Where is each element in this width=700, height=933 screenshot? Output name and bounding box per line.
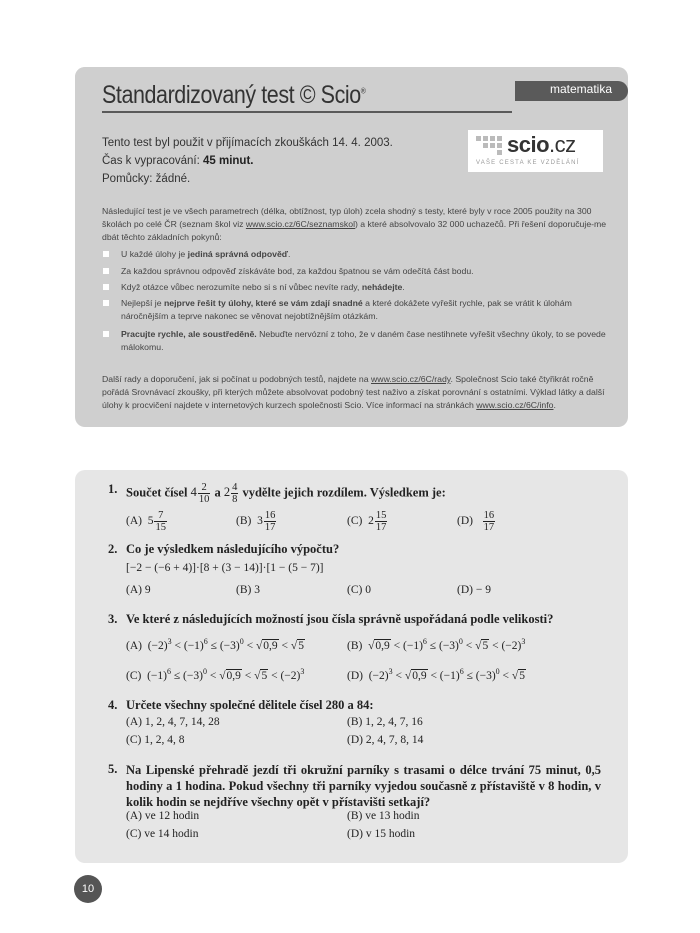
q5-option-a[interactable]: (A) ve 12 hodin — [126, 810, 200, 822]
q3-option-d[interactable]: (D) $(-2)^3 < √0,9 < (-1)^6 \le (-3)^0 < √5$ — [347, 667, 525, 682]
intro-paragraph: Následující test je ve všech parametrech (délka, obtížnost, typ úloh) zcela shodný s testy, které byly v roce 2005 použity na 300 školách po celé ČR (seznam škol viz www.scio.cz/6C/seznamskol) a které absolvovalo 32 000 uchazečů. Při řešení doporučuje-me dbát těchto základních pokynů: — [102, 206, 607, 243]
page-title: Standardizovaný test © Scio® — [102, 81, 366, 109]
q2-option-a[interactable]: (A) 9 — [126, 584, 151, 596]
subject-label: matematika — [549, 82, 612, 96]
info-link[interactable]: www.scio.cz/6C/info — [476, 400, 554, 411]
q4-option-c[interactable]: (C) 1, 2, 4, 8 — [126, 734, 185, 746]
tools: Pomůcky: žádné. — [102, 173, 191, 185]
outro-paragraph: Další rady a doporučení, jak si počínat u podobných testů, najdete na www.scio.cz/6C/rady. Společnost Scio také čtyřikrát ročně pořádá Srovnávací zkoušky, při kterých můžete absolvovat podobný test naživo a získat porovnání s ostatními. Výklad látky a další úlohy k procvičení najdete v internetových kurzech společnosti Scio. Více informací na stránkách www.scio.cz/6C/info. — [102, 374, 605, 411]
q4-option-b[interactable]: (B) 1, 2, 4, 7, 16 — [347, 716, 423, 728]
q3-option-b[interactable]: (B) $√0,9 < (-1)^6 \le (-3)^0 < √5 < (-2)^3$ — [347, 637, 526, 652]
question-5: Na Lipenské přehradě jezdí tři okružní parníky s trasami o délce trvání 75 minut, 0,5 hodiny a 1 hodina. Pokud všechny tři parníky vyjedou současně z přístaviště v 8 hodin, v kolik hodin se nejdříve všechny opět v přístavišti setkají? — [126, 763, 601, 809]
scio-logo — [468, 130, 603, 172]
q5-option-c[interactable]: (C) ve 14 hodin — [126, 828, 199, 840]
page-number: 10 — [74, 875, 102, 903]
q5-option-b[interactable]: (B) ve 13 hodin — [347, 810, 420, 822]
q3-option-a[interactable]: (A) $(-2)^3 < (-1)^6 \le (-3)^0 < √0,9 < √5$ — [126, 637, 304, 652]
q1-option-a[interactable]: (A) 5 $\frac{7}{15}$ — [126, 510, 166, 533]
bullet-square-icon — [103, 300, 109, 306]
logo-squares-icon — [476, 136, 504, 154]
bullet-square-icon — [103, 251, 109, 257]
question-5-number: 5. — [108, 762, 118, 776]
title-underline — [102, 111, 512, 113]
test-date: Tento test byl použit v přijímacích zkouškách 14. 4. 2003. — [102, 137, 393, 149]
info-panel — [75, 67, 628, 427]
q1-option-b[interactable]: (B) 3 $\frac{16}{17}$ — [236, 510, 276, 533]
seznam-skol-link[interactable]: www.scio.cz/6C/seznamskol — [245, 219, 355, 230]
q1-option-d[interactable]: (D) $\frac{16}{17}$ — [457, 510, 495, 533]
list-item: Pracujte rychle, ale soustředěně. Nebuďte nervózní z toho, že v daném čase nestihnete vyřešit všechny úkoly, to se povede málokomu. — [102, 328, 607, 354]
logo-brand: scio.cz — [507, 132, 576, 157]
time-limit: Čas k vypracování: 45 minut. — [102, 155, 254, 167]
q4-option-d[interactable]: (D) 2, 4, 7, 8, 14 — [347, 734, 424, 746]
bullet-square-icon — [103, 284, 109, 290]
logo-tagline: VAŠE CESTA KE VZDĚLÁNÍ — [476, 160, 580, 166]
q3-option-c[interactable]: (C) $(-1)^6 \le (-3)^0 < √0,9 < √5 < (-2)^3$ — [126, 667, 305, 682]
q2-option-c[interactable]: (C) 0 — [347, 584, 371, 596]
list-item: Nejlepší je nejprve řešit ty úlohy, které se vám zdají snadné a které dokážete vyřešit rychle, pak se vrátit k úlohám náročnějším a teprve nakonec se věnovat nejobtížnějším otázkám. — [102, 297, 607, 323]
q2-option-b[interactable]: (B) 3 — [236, 584, 260, 596]
q4-option-a[interactable]: (A) 1, 2, 4, 7, 14, 28 — [126, 716, 220, 728]
list-item: U každé úlohy je jediná správná odpověď. — [102, 248, 607, 261]
rady-link[interactable]: www.scio.cz/6C/rady — [371, 374, 451, 384]
questions-panel: 1. Součet čísel 4 $\frac{2}{10}$ a 2 $\frac{4}{8}$ vydělte jejich rozdílem. Výsledkem je: (A) 5 $\frac{7}{15}$ (B) 3 $\frac{16}{17}$ (C) 2 $\frac{15}{17}$ (D) $\frac{16}{17}$ 2. Co je výsledkem následujícího výpočtu? [−2 − (−6 + 4)]·[8 + (3 − 14)]·[1 − (5 − 7)] (A) 9 (B) 3 (C) 0 (D) − 9 3. Ve které z následujících možností jsou čísla správně uspořádaná podle velikosti? (A) $(-2)^3 < (-1)^6 \le (-3)^0 < √0,9 < √5$ (B) $√0,9 < (-1)^6 \le (-3)^0 < √5 < (-2)^3$ (C) $(-1)^6 \le (-3)^0 < √0,9 < √5 < (-2)^3$ (D) $(-2)^3 < √0,9 < (-1)^6 \le (-3)^0 < √5$ 4. Určete všechny společné dělitele čísel 280 a 84: (A) 1, 2, 4, 7, 14, 28 (B) 1, 2, 4, 7, 16 (C) 1, 2, 4, 8 (D) 2, 4, 7, 8, 14 5. Na Lipenské přehradě jezdí tři okružní parníky s trasami o délce trvání 75 minut, 0,5 hodiny a 1 hodina. Pokud všechny tři parníky vyjedou současně z přístaviště v 8 hodin, v kolik hodin se nejdříve všechny opět v přístavišti setkají? (A) ve 12 hodin (B) ve 13 hodin (C) ve 14 hodin (D) v 15 hodin — [75, 470, 628, 863]
list-item: Za každou správnou odpověď získáváte bod, za každou špatnou se vám odečítá část bodu. — [102, 265, 607, 278]
list-item: Když otázce vůbec nerozumíte nebo si s ní vůbec nevíte rady, nehádejte. — [102, 281, 607, 294]
bullet-square-icon — [103, 331, 109, 337]
bullet-square-icon — [103, 268, 109, 274]
q1-option-c[interactable]: (C) 2 $\frac{15}{17}$ — [347, 510, 387, 533]
q2-expression: [−2 − (−6 + 4)]·[8 + (3 − 14)]·[1 − (5 − 7)] — [126, 562, 324, 574]
q5-option-d[interactable]: (D) v 15 hodin — [347, 828, 416, 840]
q2-option-d[interactable]: (D) − 9 — [457, 584, 491, 596]
